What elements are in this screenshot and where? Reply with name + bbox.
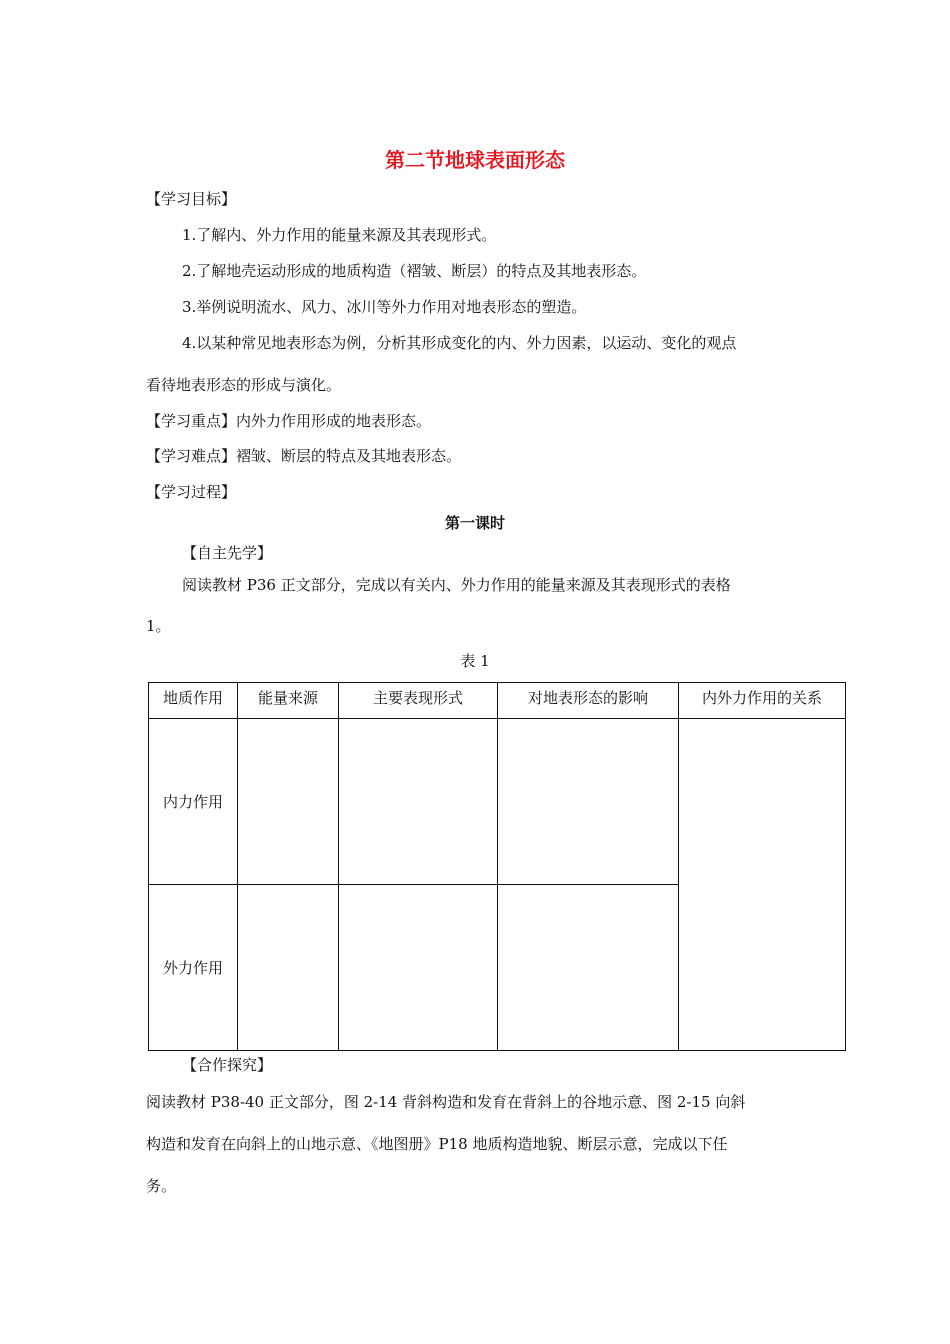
self-study-text-continued: 1。 <box>146 617 171 635</box>
objective-item-continued: 看待地表形态的形成与演化。 <box>146 376 342 394</box>
header-cell: 能量来源 <box>238 683 339 719</box>
table-cell <box>498 885 679 1051</box>
objectives-heading: 【学习目标】 <box>146 190 237 208</box>
table-cell <box>498 719 679 885</box>
table-caption: 表 1 <box>460 652 490 670</box>
header-cell: 主要表现形式 <box>339 683 498 719</box>
objective-item: 2.了解地壳运动形成的地质构造（褶皱、断层）的特点及其地表形态。 <box>182 262 647 280</box>
table-cell <box>339 885 498 1051</box>
table-cell <box>339 719 498 885</box>
table-header-row <box>149 683 846 719</box>
table-cell <box>238 719 339 885</box>
relation-cell <box>679 719 846 1051</box>
difficulty: 【学习难点】褶皱、断层的特点及其地表形态。 <box>146 447 462 465</box>
cooperation-text: 构造和发育在向斜上的山地示意、《地图册》P18 地质构造地貌、断层示意，完成以下任 <box>146 1135 728 1153</box>
objective-item: 1.了解内、外力作用的能量来源及其表现形式。 <box>182 226 497 244</box>
key-point: 【学习重点】内外力作用形成的地表形态。 <box>146 412 432 430</box>
energy-table <box>148 682 846 1051</box>
self-study-text: 阅读教材 P36 正文部分，完成以有关内、外力作用的能量来源及其表现形式的表格 <box>182 576 731 594</box>
table-cell <box>238 885 339 1051</box>
header-cell: 地质作用 <box>149 683 238 719</box>
table-row <box>149 719 846 885</box>
cooperation-text: 务。 <box>146 1177 177 1195</box>
header-cell: 内外力作用的关系 <box>679 683 846 719</box>
cooperation-heading: 【合作探究】 <box>182 1056 273 1074</box>
objective-item: 3.举例说明流水、风力、冰川等外力作用对地表形态的塑造。 <box>182 298 587 316</box>
row-label: 内力作用 <box>149 719 238 885</box>
page-title: 第二节地球表面形态 <box>385 148 565 172</box>
row-label: 外力作用 <box>149 885 238 1051</box>
objective-item: 4.以某种常见地表形态为例，分析其形成变化的内、外力因素，以运动、变化的观点 <box>182 334 737 352</box>
lesson-title: 第一课时 <box>444 514 505 532</box>
self-study-heading: 【自主先学】 <box>182 544 273 562</box>
header-cell: 对地表形态的影响 <box>498 683 679 719</box>
cooperation-text: 阅读教材 P38-40 正文部分，图 2-14 背斜构造和发育在背斜上的谷地示意、图 2-15 向斜 <box>146 1093 746 1111</box>
process-heading: 【学习过程】 <box>146 483 237 501</box>
